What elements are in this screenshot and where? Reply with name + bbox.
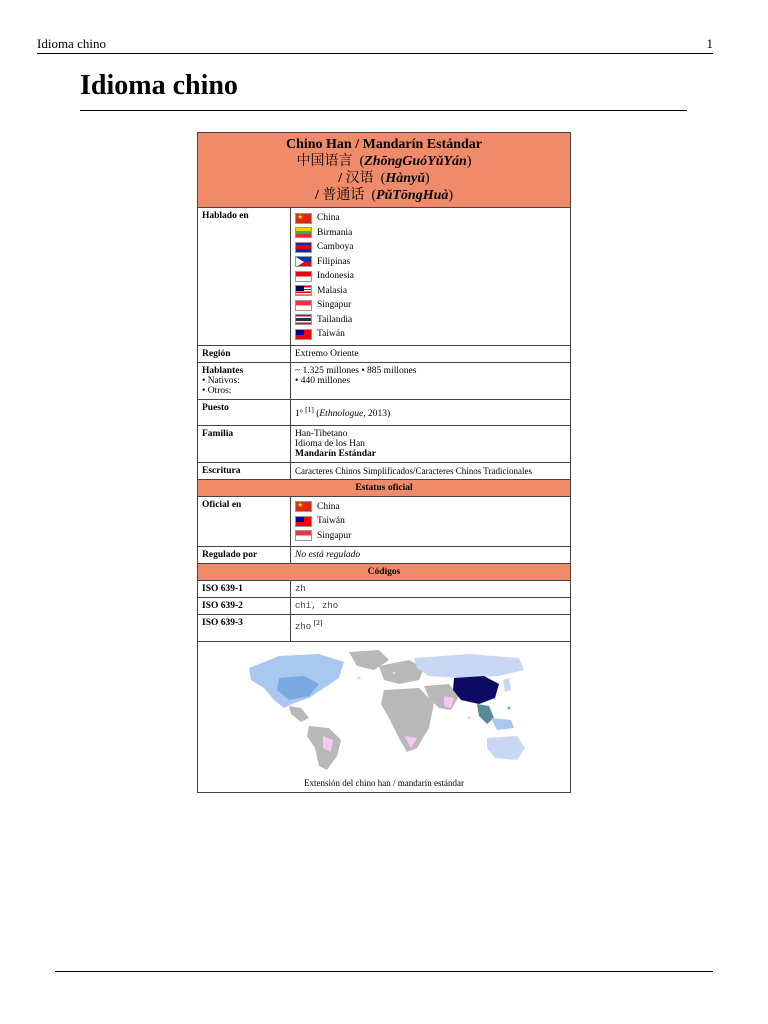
running-head [37,36,713,52]
label-iso-639-2: ISO 639-2 [198,598,291,615]
flag-icon [295,271,312,282]
puesto-reference-link[interactable]: [1] [305,404,314,414]
page-title: Idioma chino [80,70,238,101]
puesto-rank: 1º [295,408,303,419]
row-escritura [198,462,571,479]
row-hablado-en [198,208,571,346]
oficial-en-country-1 [295,514,566,529]
label-regulado-por: Regulado por [198,547,291,564]
iso-639-3-code[interactable]: zho [295,622,312,633]
familia-line-1: Han-Tibetano [295,428,348,439]
section-estatus-oficial [198,479,571,496]
label-hablado-en: Hablado en [198,208,291,346]
familia-line-2: Idioma de los Han [295,438,365,449]
flag-icon [295,300,312,311]
row-oficial-en [198,496,571,547]
value-iso-639-1[interactable]: zh [291,581,571,598]
row-iso-639-1 [198,581,571,598]
row-iso-639-2 [198,598,571,615]
infobox-title-line3: / 汉语 (Hànyǔ) [338,171,430,186]
world-distribution-map[interactable] [239,648,529,773]
label-oficial-en: Oficial en [198,496,291,547]
value-region: Extremo Oriente [291,345,571,362]
row-puesto [198,399,571,425]
label-familia: Familia [198,425,291,462]
romanization-2: Hànyǔ [385,171,426,186]
row-regulado-por [198,547,571,564]
title-divider [80,110,687,111]
value-puesto: 1º [1] (Ethnologue, 2013) [291,399,571,425]
page-number: 1 [706,36,713,51]
hablado-en-country-link[interactable]: Taiwán [317,329,345,340]
label-iso-639-3: ISO 639-3 [198,615,291,642]
flag-icon [295,242,312,253]
hablado-en-country-link[interactable]: Camboya [317,242,354,253]
romanization-1: ZhōngGuóYǔYán [364,154,467,169]
section-estatus-oficial-title: Estatus oficial [198,479,571,496]
hablado-en-country-link[interactable]: Tailandia [317,314,353,325]
hablantes-nativos-label: • Nativos: [202,375,240,386]
iso-639-3-reference-link[interactable]: [2] [313,618,323,628]
flag-icon [295,285,312,296]
value-iso-639-3 [291,615,571,642]
hablado-en-country-link[interactable]: China [317,213,340,224]
chinese-name-3: 普通话 [322,188,365,203]
row-iso-639-3 [198,615,571,642]
infobox-header [198,133,571,208]
hablantes-otros-label: • Otros: [202,385,232,396]
header-divider [37,53,713,54]
flag-icon [295,227,312,238]
romanization-3: PǔTōngHuà [376,188,449,203]
oficial-en-country-link[interactable]: China [317,501,340,512]
value-regulado-por: No está regulado [291,547,571,564]
hablado-en-country-0 [295,211,566,226]
value-iso-639-2[interactable]: chi, zho [291,598,571,615]
hablado-en-country-3 [295,255,566,270]
oficial-en-country-2 [295,529,566,544]
hablado-en-country-2 [295,240,566,255]
oficial-en-country-link[interactable]: Taiwán [317,516,345,527]
flag-icon [295,530,312,541]
label-hablantes [198,362,291,399]
chinese-name-1: 中国语言 [296,154,353,169]
flag-icon [295,501,312,512]
value-escritura: Caracteres Chinos Simplificados/Caracteres Chinos Tradicionales [291,462,571,479]
infobox-title: Chino Han / Mandarín Estándar [285,137,483,152]
label-region: Región [198,345,291,362]
row-hablantes [198,362,571,399]
infobox-title-line2: 中国语言 (ZhōngGuóYǔYán) [296,154,472,169]
hablado-en-country-link[interactable]: Malasia [317,285,348,296]
label-escritura: Escritura [198,462,291,479]
hablado-en-country-8 [295,327,566,342]
map-caption: Extensión del chino han / mandarín estándar [304,778,464,789]
language-infobox [197,132,571,793]
hablantes-value-1: ~ 1.325 millones • 885 millones [295,365,417,376]
oficial-en-country-0 [295,500,566,515]
hablantes-title: Hablantes [202,365,244,376]
flag-icon [295,329,312,340]
label-iso-639-1: ISO 639-1 [198,581,291,598]
hablado-en-country-6 [295,298,566,313]
flag-icon [295,213,312,224]
value-oficial-en [291,496,571,547]
puesto-year: , 2013) [363,408,391,419]
hablantes-value-2: • 440 millones [295,375,351,386]
value-hablantes [291,362,571,399]
hablado-en-country-link[interactable]: Filipinas [317,256,351,267]
puesto-source: Ethnologue [319,408,364,419]
flag-icon [295,314,312,325]
flag-icon [295,256,312,267]
footer-divider [55,971,713,972]
row-map [198,642,571,793]
hablado-en-country-link[interactable]: Singapur [317,300,352,311]
section-codigos-title: Códigos [198,564,571,581]
row-region [198,345,571,362]
infobox-header-row [198,133,571,208]
row-familia [198,425,571,462]
chinese-name-2: 汉语 [345,171,374,186]
hablado-en-country-7 [295,313,566,328]
value-familia [291,425,571,462]
value-hablado-en [291,208,571,346]
map-cell [198,642,571,793]
flag-icon [295,516,312,527]
hablado-en-country-link[interactable]: Birmania [317,227,353,238]
oficial-en-country-link[interactable]: Singapur [317,530,352,541]
section-codigos [198,564,571,581]
infobox-title-line4: / 普通话 (PǔTōngHuà) [314,188,454,203]
label-puesto: Puesto [198,399,291,425]
hablado-en-country-1 [295,226,566,241]
hablado-en-country-5 [295,284,566,299]
running-head-title: Idioma chino [37,36,106,51]
familia-line-3: Mandarín Estándar [295,448,377,459]
hablado-en-country-4 [295,269,566,284]
hablado-en-country-link[interactable]: Indonesia [317,271,354,282]
